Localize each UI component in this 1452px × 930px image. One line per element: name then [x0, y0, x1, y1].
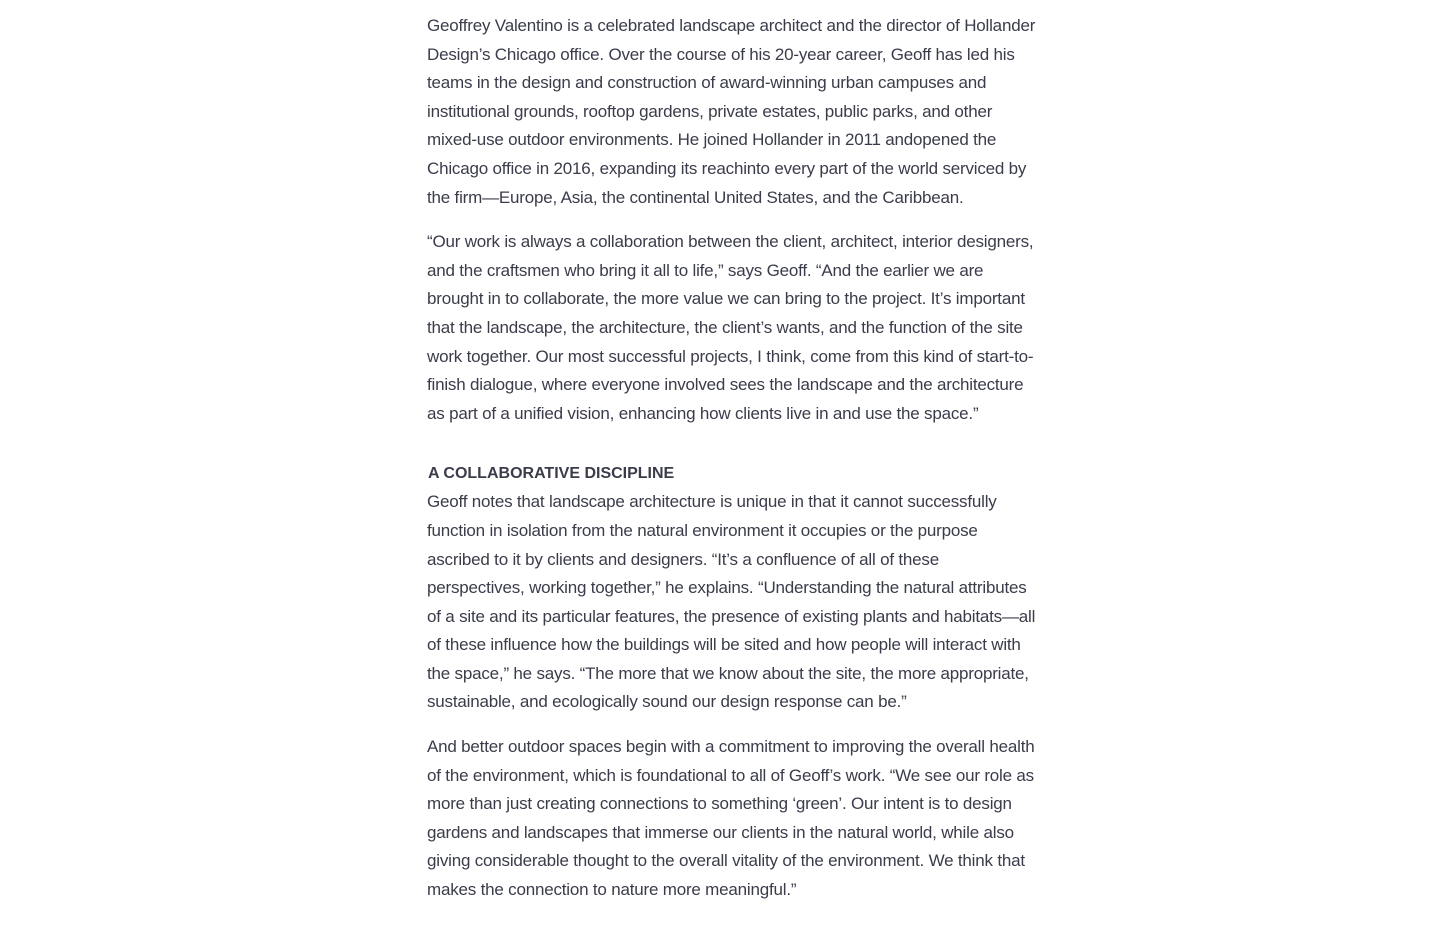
intro-paragraph-2-quote: “Our work is always a collaboration between the client, architect, interior designers, and the craftsmen who bring it all to life,” says Geoff. “And the earlier we are brought in to collaborate, the more value we can bring to the project. It’s important that the landscape, the architecture, the client’s wants, and the function of the site work together. Our most successful projects, I think, come from this kind of start-to-finish dialogue, where everyone involved sees the landscape and the architecture as part of a unified vision, enhancing how clients live in and use the space.”: [427, 232, 1034, 423]
intro-paragraph-1: Geoffrey Valentino is a celebrated landscape architect and the director of Hollander Design’s Chicago office. Over the course of his 20-year career, Geoff has led his teams in the design and construction of award-winning urban campuses and institutional grounds, rooftop gardens, private estates, public parks, and other mixed-use outdoor environments. He joined Hollander in 2011 andopened the Chicago office in 2016, expanding its reachinto every part of the world serviced by the firm—Europe, Asia, the continental United States, and the Caribbean.: [427, 16, 1036, 207]
section-paragraph-2: And better outdoor spaces begin with a commitment to improving the overall health of the environment, which is foundational to all of Geoff’s work. “We see our role as more than just creating connections to something ‘green’. Our intent is to design gardens and landscapes that immerse our clients in the natural world, while also giving considerable thought to the overall vitality of the environment. We think that makes the connection to nature more meaningful.”: [427, 737, 1035, 900]
section-paragraph-1: Geoff notes that landscape architecture is unique in that it cannot successfully function in isolation from the natural environment it occupies or the purpose ascribed to it by clients and designers. “It’s a confluence of all of these perspectives, working together,” he explains. “Understanding the natural attributes of a site and its particular features, the presence of existing plants and habitats—all of these influence how the buildings will be sited and how people will interact with the space,” he says. “The more that we know about the site, the more appropriate, sustainable, and ecologically sound our design response can be.”: [427, 492, 1036, 712]
section-heading: A COLLABORATIVE DISCIPLINE: [428, 465, 675, 483]
article-body: [427, 12, 1039, 921]
